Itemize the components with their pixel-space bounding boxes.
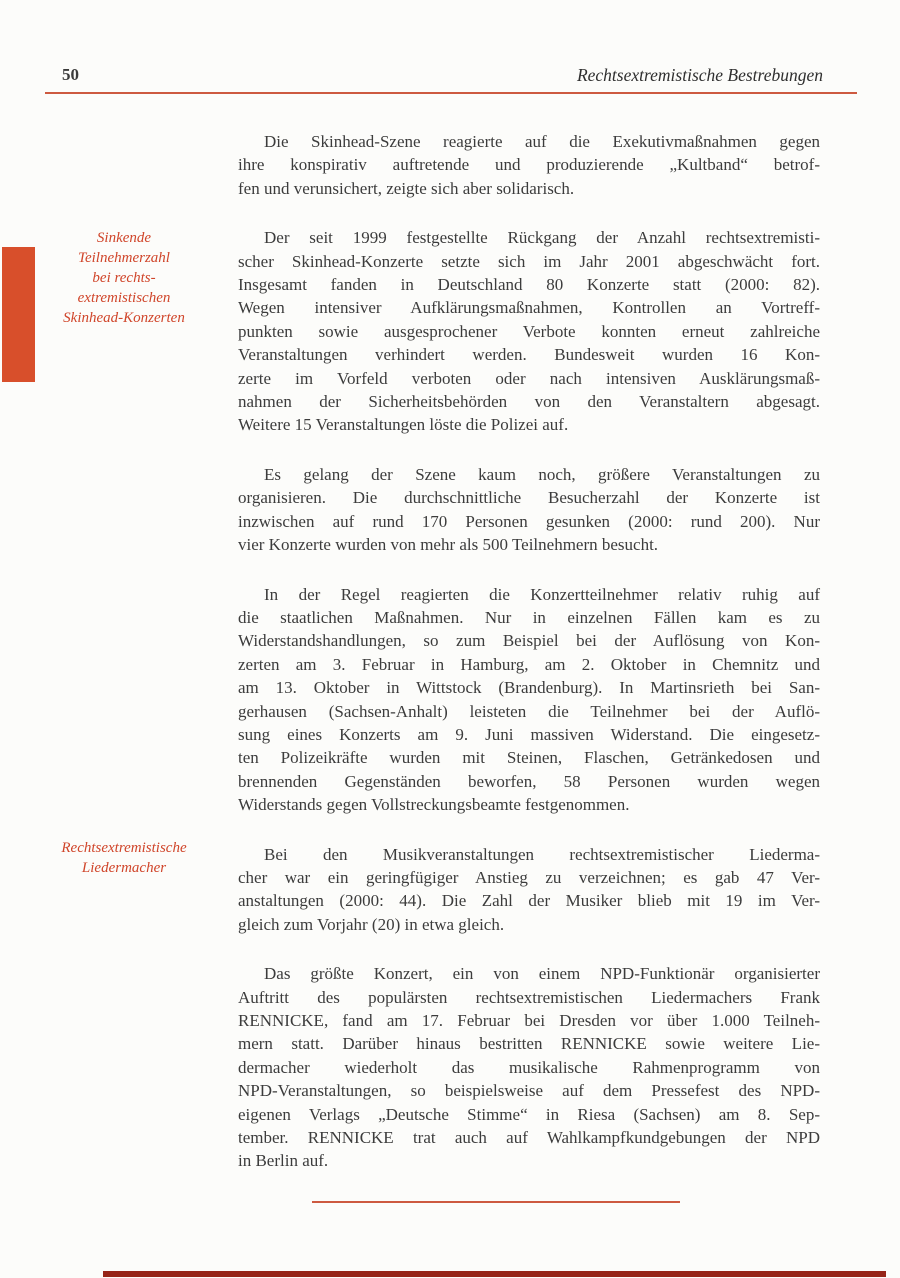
text-line: zerten am 3. Februar in Hamburg, am 2. Oktober in Chemnitz und — [238, 654, 820, 674]
text-line: ihre konspirativ auftretende und produzierende „Kultband“ betrof- — [238, 155, 820, 175]
left-margin-accent-bar — [2, 247, 35, 382]
text-line: anstaltungen (2000: 44). Die Zahl der Musiker blieb mit 19 im Ver- — [238, 891, 820, 911]
margin-note-line: Rechtsextremistische — [61, 840, 187, 856]
page-number: 50 — [62, 65, 79, 84]
paragraph — [238, 463, 820, 557]
text-line: nahmen der Sicherheitsbehörden von den Veranstaltern abgesagt. — [238, 392, 820, 412]
margin-note-skinhead-konzerte — [33, 228, 215, 328]
margin-note-line: bei rechts- — [92, 270, 156, 286]
text-line: cher war ein geringfügiger Anstieg zu verzeichnen; es gab 47 Ver- — [238, 867, 820, 887]
text-line: Veranstaltungen verhindert werden. Bundesweit wurden 16 Kon- — [238, 345, 820, 365]
running-header-title: Rechtsextremistische Bestrebungen — [576, 65, 823, 85]
text-line: Die Skinhead-Szene reagierte auf die Exekutivmaßnahmen gegen — [264, 132, 820, 151]
text-line: Widerstandshandlungen, so zum Beispiel bei der Auflösung von Kon- — [238, 631, 820, 651]
text-line: dermacher wiederholt das musikalische Rahmenprogramm von — [238, 1057, 820, 1077]
text-line: tember. RENNICKE trat auch auf Wahlkampfkundgebungen der NPD — [238, 1128, 820, 1148]
paragraph — [238, 583, 820, 817]
text-line: NPD-Veranstaltungen, so beispielsweise auf dem Pressefest des NPD- — [238, 1081, 820, 1101]
text-line: Wegen intensiver Aufklärungsmaßnahmen, Kontrollen an Vortreff- — [238, 298, 820, 318]
margin-note-liedermacher — [33, 838, 215, 878]
margin-note-line: Skinhead-Konzerten — [63, 310, 185, 326]
section-divider-rule — [312, 1201, 680, 1203]
text-line: zerte im Vorfeld verboten oder nach intensiven Ausklärungsmaß- — [238, 368, 820, 388]
text-line: organisieren. Die durchschnittliche Besucherzahl der Konzerte ist — [238, 488, 820, 508]
text-line: inzwischen auf rund 170 Personen gesunken (2000: rund 200). Nur — [238, 511, 820, 531]
text-line: gerhausen (Sachsen-Anhalt) leisteten die Teilnehmer bei der Auflö- — [238, 701, 820, 721]
paragraph — [238, 226, 820, 437]
text-line: eigenen Verlags „Deutsche Stimme“ in Riesa (Sachsen) am 8. Sep- — [238, 1104, 820, 1124]
margin-note-line: Teilnehmerzahl — [78, 250, 170, 266]
text-line: In der Regel reagierten die Konzertteilnehmer relativ ruhig auf — [264, 584, 820, 604]
paragraph — [238, 962, 820, 1173]
text-line: Bei den Musikveranstaltungen rechtsextremistischer Liederma- — [264, 844, 820, 864]
text-line: in Berlin auf. — [238, 1151, 329, 1171]
text-line: Auftritt des populärsten rechtsextremistischen Liedermachers Frank — [238, 987, 820, 1007]
paragraph — [238, 130, 820, 200]
text-line: am 13. Oktober in Wittstock (Brandenburg). In Martinsrieth bei San- — [238, 678, 820, 698]
text-line: Weitere 15 Veranstaltungen löste die Polizei auf. — [238, 415, 569, 435]
paragraph — [238, 843, 820, 937]
text-line: punkten sowie ausgesprochener Verbote konnten erneut zahlreiche — [238, 321, 820, 341]
text-line: vier Konzerte wurden von mehr als 500 Teilnehmern besucht. — [238, 535, 659, 555]
text-line: die staatlichen Maßnahmen. Nur in einzelnen Fällen kam es zu — [238, 607, 820, 627]
body-text-column — [238, 130, 820, 1173]
text-line: Insgesamt fanden in Deutschland 80 Konzerte statt (2000: 82). — [238, 275, 820, 295]
text-line: scher Skinhead-Konzerte setzte sich im Jahr 2001 abgeschwächt fort. — [238, 251, 820, 271]
footer-bar — [103, 1271, 886, 1277]
text-line: Das größte Konzert, ein von einem NPD-Funktionär organisierter — [264, 964, 820, 984]
text-line: ten Polizeikräfte wurden mit Steinen, Flaschen, Getränkedosen und — [238, 748, 820, 768]
margin-note-line: Sinkende — [96, 230, 152, 246]
text-line: Der seit 1999 festgestellte Rückgang der Anzahl rechtsextremisti- — [264, 228, 820, 248]
text-line: brennenden Gegenständen beworfen, 58 Personen wurden wegen — [238, 771, 820, 791]
header-rule — [45, 92, 857, 94]
text-line: RENNICKE, fand am 17. Februar bei Dresden vor über 1.000 Teilneh- — [238, 1011, 820, 1030]
text-line: gleich zum Vorjahr (20) in etwa gleich. — [238, 914, 505, 934]
text-line: Widerstands gegen Vollstreckungsbeamte festgenommen. — [238, 795, 630, 815]
margin-note-line: Liedermacher — [81, 860, 167, 876]
margin-note-line: extremistischen — [77, 290, 171, 306]
text-line: fen und verunsichert, zeigte sich aber solidarisch. — [238, 178, 575, 198]
text-line: Es gelang der Szene kaum noch, größere Veranstaltungen zu — [264, 464, 820, 484]
text-line: mern statt. Darüber hinaus bestritten RENNICKE sowie weitere Lie- — [238, 1034, 820, 1054]
text-line: sung eines Konzerts am 9. Juni massiven Widerstand. Die eingesetz- — [238, 724, 820, 744]
